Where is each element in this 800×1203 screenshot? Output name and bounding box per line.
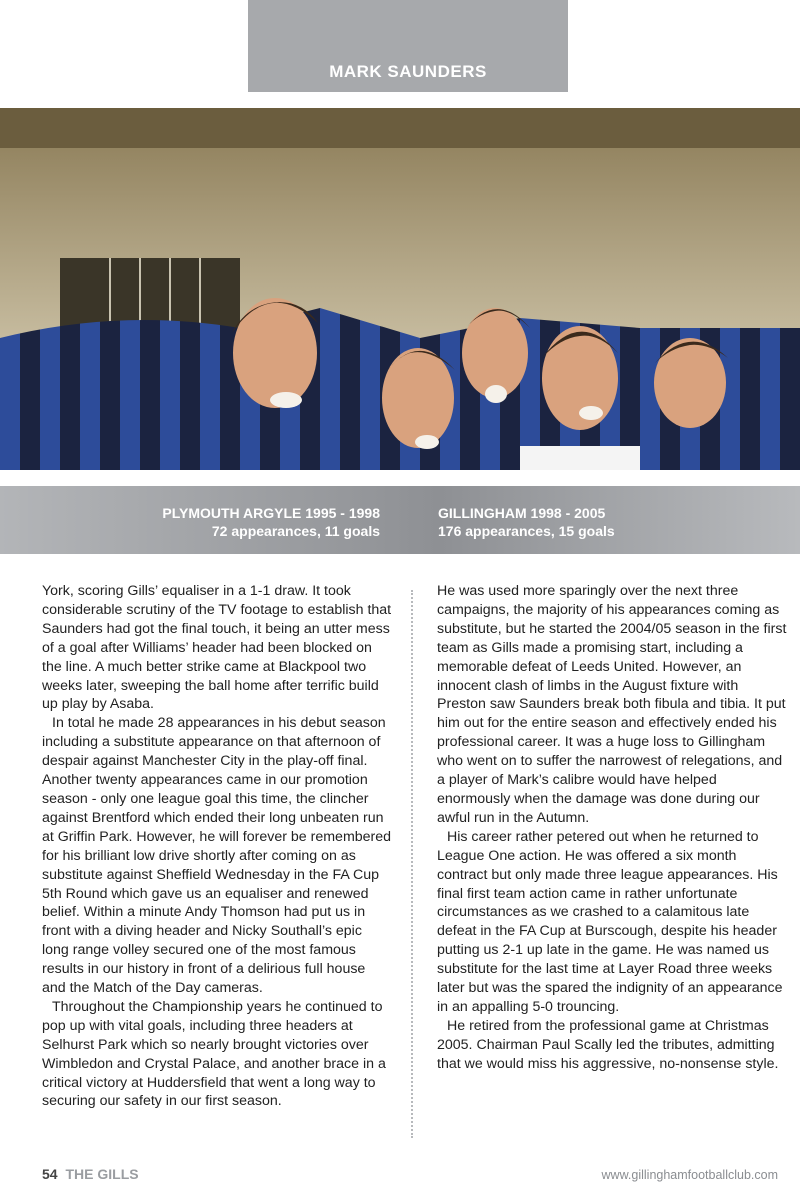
paragraph: York, scoring Gills’ equaliser in a 1-1 draw. It took considerable scrutiny of the TV footage to establish that Saunders had got the final touch, it being an utter mess of a goal after Williams’ header had been blocked on the line. A much better strike came at Blackpool two weeks later, sweeping the ball home after terrific build up play by Asaba. [42, 583, 392, 713]
photo-illustration [0, 108, 800, 470]
article-column-right [437, 582, 787, 1074]
appearance-count: 72 appearances, 11 goals [211, 523, 380, 539]
career-stat-gillingham [438, 504, 615, 540]
publication-name: THE GILLS [65, 1166, 139, 1182]
appearance-count: 176 appearances, 15 goals [438, 523, 615, 539]
page-footer [42, 1166, 139, 1182]
career-stats-band [0, 486, 800, 554]
career-stat-plymouth [162, 504, 380, 540]
page-number: 54 [42, 1166, 58, 1182]
club-period: GILLINGHAM 1998 - 2005 [438, 505, 606, 521]
page-title: MARK SAUNDERS [329, 62, 487, 81]
title-band [248, 0, 568, 92]
paragraph: He was used more sparingly over the next three campaigns, the majority of his appearances coming as substitute, but he started the 2004/05 season in the first team as Gills made a promising start, including a memorable defeat of Leeds United. However, an innocent clash of limbs in the August fixture with Preston saw Saunders break both fibula and tibia. It put him out for the entire season and effectively ended his professional career. It was a huge loss to Gillingham who went on to suffer the narrowest of relegations, and a player of Mark’s calibre would have helped enormously when the damage was done during our awful run in the Autumn. [437, 583, 787, 826]
paragraph: Throughout the Championship years he continued to pop up with vital goals, including three headers at Selhurst Park which so nearly brought victories over Wimbledon and Crystal Palace, and another brace in a critical victory at Huddersfield that went a long way to securing our safety in our first season. [42, 998, 386, 1110]
column-divider [411, 590, 413, 1138]
paragraph: He retired from the professional game at Christmas 2005. Chairman Paul Scally led the tributes, admitting that we would miss his aggressive, no-nonsense style. [437, 1017, 779, 1072]
paragraph: His career rather petered out when he returned to League One action. He was offered a six month contract but only made three league appearances. His final first team action came in rather unfortunate circumstances as we crashed to a calamitous late defeat in the FA Cup at Burscough, despite his header putting us 2-1 up late in the game. He was named us substitute for the last time at Layer Road three weeks later but was the spared the indignity of an appearance in an appalling 5-0 trouncing. [437, 828, 783, 1015]
article-column-left [42, 582, 392, 1111]
paragraph: In total he made 28 appearances in his debut season including a substitute appearance on that afternoon of despair against Manchester City in the play-off final. Another twenty appearances came in our promotion season - only one league goal this time, the clincher against Brentford which ended their long unbeaten run at Griffin Park. However, he will forever be remembered for his brilliant low drive shortly after coming on as substitute against Sheffield Wednesday in the FA Cup 5th Round which gave us an equaliser and renewed belief. Within a minute Andy Thomson had put us in front with a diving header and Nicky Southall’s epic long range volley secured one of the most famous results in our history in front of a delirious full house and the Match of the Day cameras. [42, 715, 392, 997]
website-link[interactable]: www.gillinghamfootballclub.com [601, 1168, 778, 1182]
team-celebration-photo [0, 108, 800, 470]
club-period: PLYMOUTH ARGYLE 1995 - 1998 [162, 505, 380, 521]
